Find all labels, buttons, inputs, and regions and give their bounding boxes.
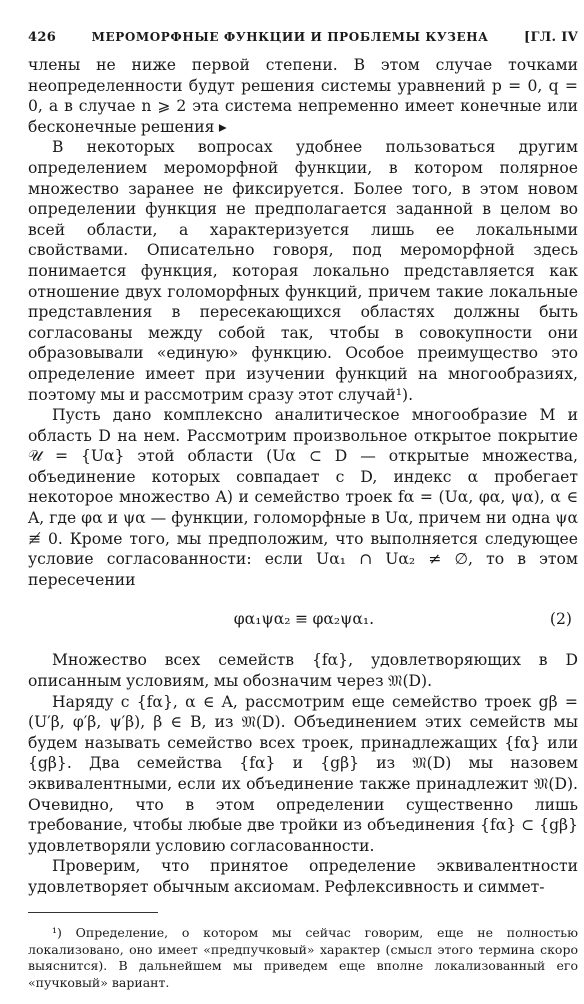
- display-formula: [28, 600, 578, 638]
- footnote-divider: [28, 912, 158, 913]
- chapter-label: [ГЛ. IV: [524, 30, 578, 45]
- footnote: ¹) Определение, о котором мы сейчас говорим, еще не полностью локализовано, оно имеет «предпучковый» характер (смысл этого термина скоро выяснится). В дальнейшем мы приведем еще вполне локализованный его «пучковый» вариант.: [28, 925, 578, 990]
- paragraph-equivalence: Наряду с {fα}, α ∈ A, рассмотрим еще семейство троек gβ = (U′β, φ′β, ψ′β), β ∈ B, из 𝔐(D). Объединением этих семейств мы будем называть семейство всех троек, принадлежащих {fα} или {gβ}. Два семейства {fα} и {gβ} из 𝔐(D) мы назовем эквивалентными, если их объединение также принадлежит 𝔐(D). Очевидно, что в этом определении существенно лишь требование, чтобы любые две тройки из объединения {fα} ⊂ {gβ} удовлетворяли условию согласованности.: [28, 692, 578, 855]
- main-text: [28, 55, 578, 898]
- paragraph-continuation: члены не ниже первой степени. В этом случае точками неопределенности будут решения системы уравнений p = 0, q = 0, а в случае n ⩾ 2 эта система непременно имеет конечные или бесконечные решения ▸: [28, 56, 578, 136]
- running-header: [28, 30, 578, 45]
- formula-number: (2): [549, 610, 572, 629]
- running-title: МЕРОМОРФНЫЕ ФУНКЦИИ И ПРОБЛЕМЫ КУЗЕНА: [91, 30, 489, 44]
- book-page: [28, 30, 578, 1004]
- page-number: 426: [28, 30, 57, 45]
- paragraph-family-set: Множество всех семейств {fα}, удовлетворяющих в D описанным условиям, мы обозначим через 𝔐(D).: [28, 651, 578, 691]
- paragraph-manifold-setup: Пусть дано комплексно аналитическое многообразие M и область D на нем. Рассмотрим произвольное открытое покрытие 𝒰 = {Uα} этой области (Uα ⊂ D — открытые множества, объединение которых совпадает с D, индекс α пробегает некоторое множество A) и семейство троек fα = (Uα, φα, ψα), α ∈ A, где φα и ψα — функции, голоморфные в Uα, причем ни одна ψα ≢ 0. Кроме того, мы предположим, что выполняется следующее условие согласованности: если Uα₁ ∩ Uα₂ ≠ ∅, то в этом пересечении: [28, 406, 578, 589]
- formula-expression: φα₁ψα₂ ≡ φα₂ψα₁.: [233, 610, 375, 629]
- paragraph-axioms: Проверим, что принятое определение эквивалентности удовлетворяет обычным аксиомам. Рефлексивность и симмет-: [28, 857, 578, 896]
- paragraph-definition-intro: В некоторых вопросах удобнее пользоваться другим определением мероморфной функции, в котором полярное множество заранее не фиксируется. Более того, в этом новом определении функция не предполагается заданной в целом во всей области, а характеризуется лишь ее локальными свойствами. Описательно говоря, под мероморфной здесь понимается функция, которая локально представляется как отношение двух голоморфных функций, причем такие локальные представления в пересекающихся областях должны быть согласованы между собой так, чтобы в совокупности они образовывали «единую» функцию. Особое преимущество это определение имеет при изучении функций на многообразиях, поэтому мы и рассмотрим сразу этот случай¹).: [28, 138, 578, 404]
